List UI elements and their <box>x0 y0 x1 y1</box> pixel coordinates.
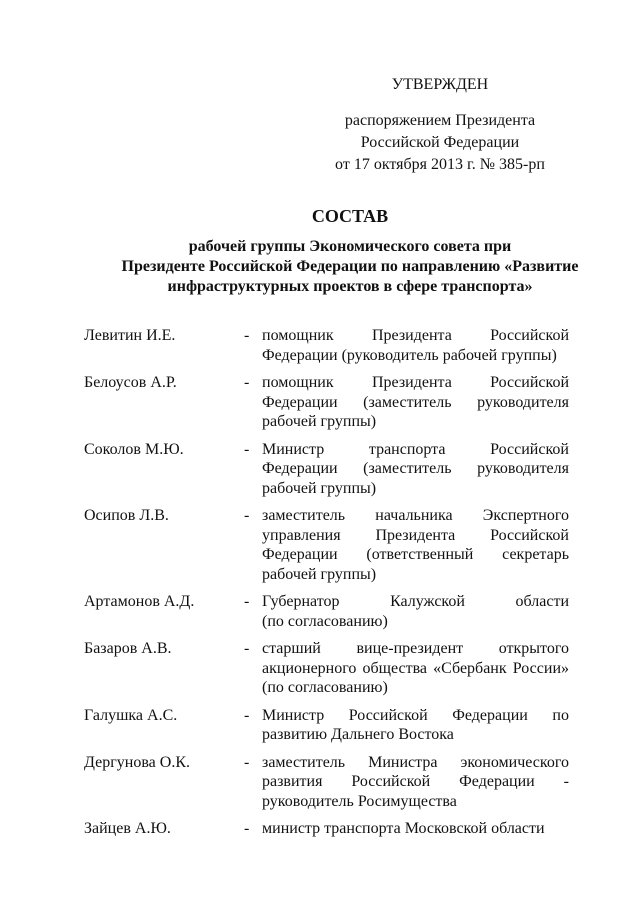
member-role-line: Министр Российской Федерации по <box>262 706 569 724</box>
member-role <box>262 706 569 745</box>
document-subtitle-line: Президенте Российской Федерации по направлению «Развитие <box>121 258 579 275</box>
member-name: Соколов М.Ю. <box>84 440 184 458</box>
member-name: Левитин И.Е. <box>84 327 176 344</box>
dash-separator: - <box>244 640 250 657</box>
member-name: Дергунова О.К. <box>84 753 191 771</box>
member-row <box>84 373 570 432</box>
member-role-line: управления Президента Российской <box>262 526 569 544</box>
member-role <box>262 326 569 365</box>
member-role <box>262 753 569 812</box>
member-role-line: министр транспорта Московской области <box>262 820 545 837</box>
approval-heading: УТВЕРЖДЕН <box>391 76 489 93</box>
dash-separator: - <box>244 706 250 724</box>
member-role-line: помощник Президента Российской <box>262 374 569 391</box>
member-role-line: (по согласованию) <box>262 612 388 630</box>
members-list <box>84 326 570 847</box>
member-row <box>84 506 570 584</box>
dash-separator: - <box>244 374 250 391</box>
member-row <box>84 753 570 812</box>
member-role-line: заместитель Министра экономического <box>262 753 569 771</box>
member-role <box>262 819 569 839</box>
member-role-line: Федерации (заместитель руководителя <box>262 393 569 411</box>
member-role-line: Федерации (заместитель руководителя <box>262 460 569 477</box>
member-role <box>262 373 569 432</box>
member-role-line: акционерного общества «Сбербанк России» <box>262 659 569 677</box>
member-name: Зайцев А.Ю. <box>84 820 171 837</box>
member-role-line: Министр транспорта Российской <box>262 440 569 458</box>
member-role-line: рабочей группы) <box>262 565 377 583</box>
dash-separator: - <box>244 820 250 837</box>
member-name: Артамонов А.Д. <box>84 593 195 610</box>
member-role-line: Федерации (ответственный секретарь <box>262 546 569 563</box>
member-name: Галушка А.С. <box>84 706 178 724</box>
member-role-line: заместитель начальника Экспертного <box>262 507 569 524</box>
member-role-line: Губернатор Калужской области <box>262 593 569 610</box>
dash-separator: - <box>244 327 250 344</box>
member-role-line: руководитель Росимущества <box>262 792 457 810</box>
member-row <box>84 440 570 499</box>
member-row <box>84 592 570 631</box>
member-row <box>84 326 570 365</box>
member-role <box>262 592 569 631</box>
member-role-line: развития Российской Федерации - <box>262 773 569 790</box>
member-role <box>262 639 569 698</box>
dash-separator: - <box>244 507 250 524</box>
member-role-line: развитию Дальнего Востока <box>262 726 454 743</box>
document-title: СОСТАВ <box>311 206 389 226</box>
member-role-line: помощник Президента Российской <box>262 327 569 344</box>
member-row <box>84 706 570 745</box>
member-name: Белоусов А.Р. <box>84 374 177 391</box>
member-role-line: рабочей группы) <box>262 479 377 497</box>
member-role-line: старший вице-президент открытого <box>262 640 569 657</box>
approval-line: Российской Федерации <box>360 134 520 151</box>
member-role-line: рабочей группы) <box>262 413 377 430</box>
member-name: Осипов Л.В. <box>84 507 169 524</box>
document-title-block <box>60 205 640 297</box>
approval-stamp <box>330 74 550 176</box>
document-subtitle-line: рабочей группы Экономического совета при <box>188 238 512 255</box>
dash-separator: - <box>244 440 250 458</box>
member-role-line: Федерации (руководитель рабочей группы) <box>262 346 557 364</box>
member-role <box>262 506 569 584</box>
document-subtitle-line: инфраструктурных проектов в сфере транспорта» <box>167 278 533 295</box>
member-name: Базаров А.В. <box>84 640 172 657</box>
member-row <box>84 639 570 698</box>
dash-separator: - <box>244 753 250 771</box>
member-role-line: (по согласованию) <box>262 679 388 696</box>
member-role <box>262 440 569 499</box>
member-row <box>84 819 570 839</box>
approval-date-line: от 17 октября 2013 г. № 385-рп <box>335 156 545 173</box>
dash-separator: - <box>244 593 250 610</box>
approval-line: распоряжением Президента <box>344 112 536 129</box>
